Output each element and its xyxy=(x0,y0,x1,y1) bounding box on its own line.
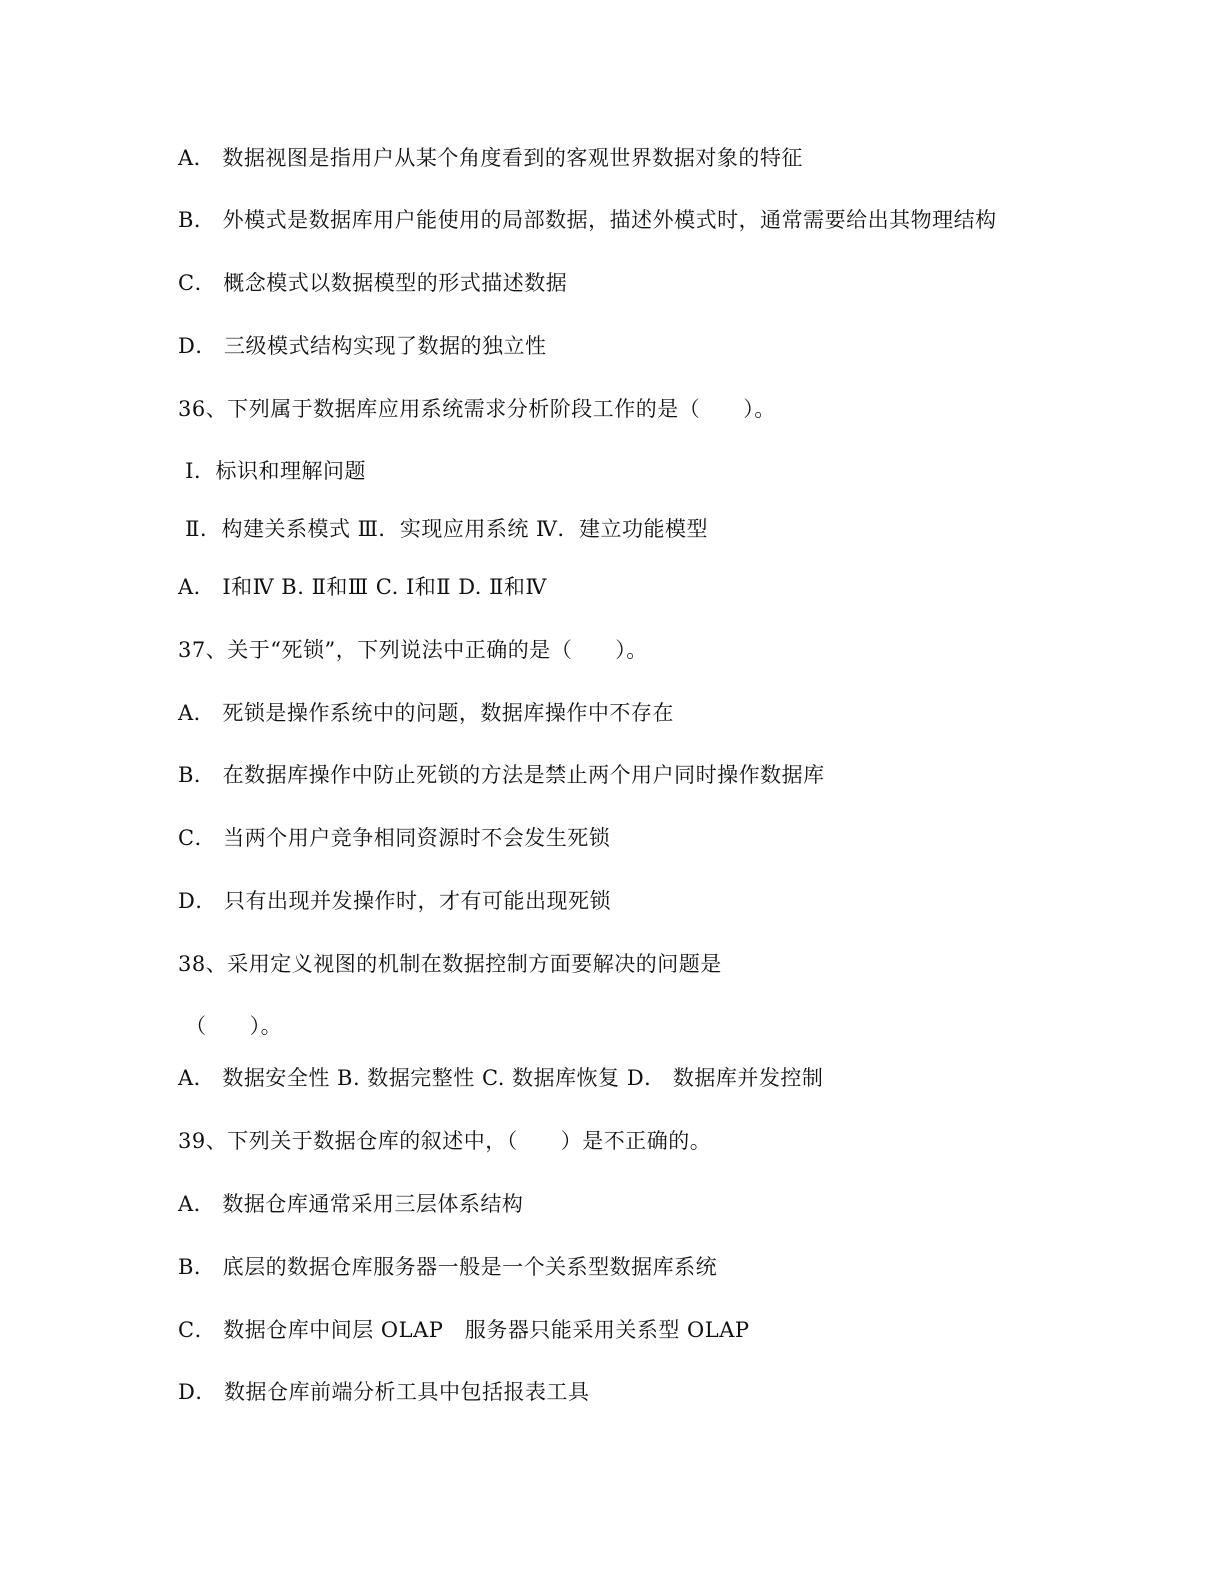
option-39-b: B． 底层的数据仓库服务器一般是一个关系型数据库系统 xyxy=(178,1255,718,1279)
option-39-a: A． 数据仓库通常采用三层体系结构 xyxy=(178,1192,524,1216)
option-37-b: B． 在数据库操作中防止死锁的方法是禁止两个用户同时操作数据库 xyxy=(178,763,825,787)
question-39: 39、下列关于数据仓库的叙述中，（ ）是不正确的。 xyxy=(178,1129,712,1153)
question-38-options: A． 数据安全性 B. 数据完整性 C. 数据库恢复 D． 数据库并发控制 xyxy=(178,1066,824,1090)
option-35-c: C． 概念模式以数据模型的形式描述数据 xyxy=(178,271,568,295)
option-39-d: D． 数据仓库前端分析工具中包括报表工具 xyxy=(178,1380,590,1404)
question-36: 36、下列属于数据库应用系统需求分析阶段工作的是（ ）。 xyxy=(178,397,776,421)
option-37-a: A． 死锁是操作系统中的问题，数据库操作中不存在 xyxy=(178,701,674,725)
option-35-b: B． 外模式是数据库用户能使用的局部数据，描述外模式时，通常需要给出其物理结构 xyxy=(178,208,997,232)
option-37-d: D． 只有出现并发操作时，才有可能出现死锁 xyxy=(178,889,612,913)
option-39-c: C． 数据仓库中间层 OLAP 服务器只能采用关系型 OLAP xyxy=(178,1318,750,1342)
question-38-blank: （ ）。 xyxy=(178,1014,283,1038)
option-37-c: C． 当两个用户竞争相同资源时不会发生死锁 xyxy=(178,826,611,850)
question-38: 38、采用定义视图的机制在数据控制方面要解决的问题是 xyxy=(178,952,722,976)
question-37: 37、关于“死锁”，下列说法中正确的是（ ）。 xyxy=(178,638,648,662)
question-36-items-2-4: Ⅱ．构建关系模式 Ⅲ．实现应用系统 Ⅳ．建立功能模型 xyxy=(178,517,709,541)
question-36-item-1: Ⅰ．标识和理解问题 xyxy=(178,459,366,483)
option-35-a: A． 数据视图是指用户从某个角度看到的客观世界数据对象的特征 xyxy=(178,146,803,170)
question-36-options: A． Ⅰ和Ⅳ B. Ⅱ和Ⅲ C. Ⅰ和Ⅱ D. Ⅱ和Ⅳ xyxy=(178,575,547,599)
option-35-d: D． 三级模式结构实现了数据的独立性 xyxy=(178,334,547,358)
